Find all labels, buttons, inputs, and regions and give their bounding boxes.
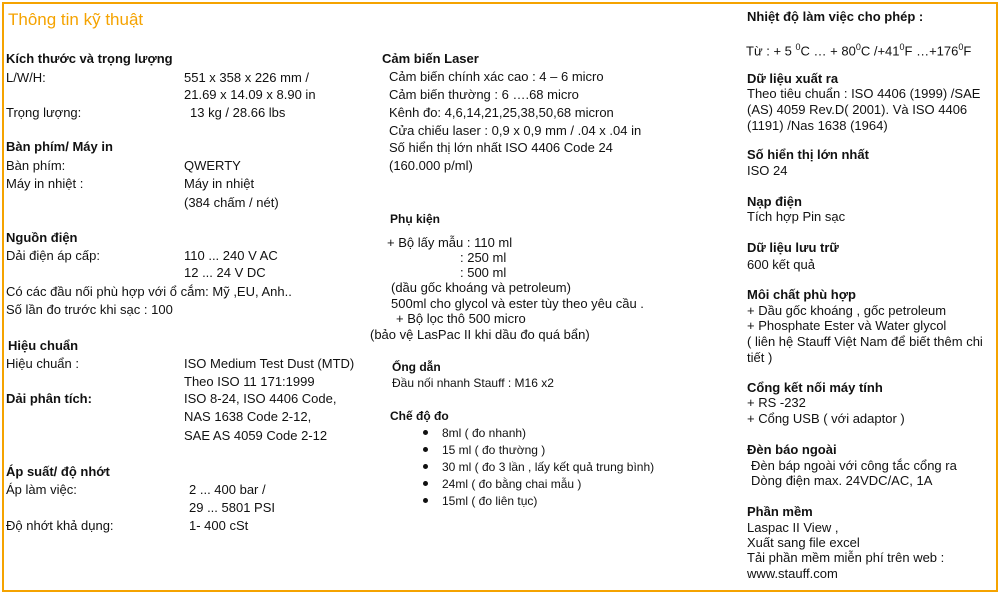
calibration-heading: Hiệu chuẩn (8, 338, 79, 353)
mode-item: 24ml ( đo bằng chai mẫu ) (423, 477, 581, 491)
viscosity-value: 1- 400 cSt (189, 518, 249, 533)
software-line-3: Tải phần mềm miễn phí trên web : (747, 550, 945, 565)
accessory-line-6: + Bộ lọc thô 500 micro (396, 311, 526, 326)
laser-line-2: Cảm biến thường : 6 ….68 micro (389, 87, 579, 102)
pressure-label: Áp làm việc: (6, 482, 77, 497)
weight-value: 13 kg / 28.66 lbs (190, 105, 286, 120)
software-heading: Phần mềm (747, 504, 813, 519)
page-title: Thông tin kỹ thuật (8, 10, 144, 29)
lamp-line-2: Dòng điện max. 24VDC/AC, 1A (751, 473, 933, 488)
software-line-1: Laspac II View , (747, 520, 839, 535)
pressure-value-1: 2 ... 400 bar / (189, 482, 266, 497)
hose-heading: Ống dẫn (392, 360, 441, 374)
analysis-label: Dải phân tích: (6, 391, 92, 406)
temp-heading: Nhiệt độ làm việc cho phép : (747, 9, 924, 24)
mode-heading: Chế độ đo (390, 409, 449, 423)
power-plug: Có các đầu nối phù hợp với ổ cắm: Mỹ ,EU, Anh.. (6, 284, 292, 299)
lwh-value-1: 551 x 358 x 226 mm / (184, 70, 310, 85)
max-value: ISO 24 (747, 163, 788, 178)
analysis-value-2: NAS 1638 Code 2-12, (184, 409, 312, 424)
pc-heading: Cổng kết nối máy tính (747, 380, 883, 395)
software-link[interactable]: www.stauff.com (747, 566, 838, 581)
laser-line-6: (160.000 p/ml) (389, 158, 473, 173)
bullet-icon (423, 430, 428, 435)
media-line-3: ( liên hệ Stauff Việt Nam để biết thêm chi tiết ) (747, 334, 983, 365)
media-heading: Môi chất phù hợp (747, 287, 856, 302)
output-value: Theo tiêu chuẩn : ISO 4406 (1999) /SAE (AS) 4059 Rev.D( 2001). Và ISO 4406 (1191) /Nas 1638 (1964) (747, 86, 981, 133)
accessories-heading: Phụ kiện (390, 212, 441, 226)
laser-line-1: Cảm biến chính xác cao : 4 – 6 micro (389, 69, 604, 84)
mode-item: 8ml ( đo nhanh) (423, 426, 526, 440)
software-line-2: Xuất sang file excel (747, 535, 860, 550)
keyboard-heading: Bàn phím/ Máy in (6, 139, 113, 154)
printer-value-1: Máy in nhiệt (184, 176, 255, 191)
calibration-value-2: Theo ISO 11 171:1999 (184, 374, 315, 389)
keyboard-value: QWERTY (184, 158, 241, 173)
pc-line-2: + Cổng USB ( với adaptor ) (747, 411, 905, 426)
laser-line-4: Cửa chiếu laser : 0,9 x 0,9 mm / .04 x .04 in (389, 123, 642, 138)
bullet-icon (423, 464, 428, 469)
lwh-value-2: 21.69 x 14.09 x 8.90 in (184, 87, 316, 102)
printer-label: Máy in nhiệt : (6, 176, 84, 191)
calibration-label: Hiệu chuẩn : (6, 356, 79, 371)
power-label: Dải điện áp cấp: (6, 248, 100, 263)
pressure-value-2: 29 ... 5801 PSI (189, 500, 276, 515)
media-line-2: + Phosphate Ester và Water glycol (747, 318, 947, 333)
output-heading: Dữ liệu xuất ra (747, 71, 839, 86)
weight-label: Trọng lượng: (6, 105, 82, 120)
accessory-line-4: (dầu gốc khoáng và petroleum) (391, 280, 571, 295)
laser-line-5: Số hiển thị lớn nhất ISO 4406 Code 24 (389, 140, 613, 155)
hose-line-1: Đầu nối nhanh Stauff : M16 x2 (392, 376, 554, 390)
analysis-value-3: SAE AS 4059 Code 2-12 (184, 428, 328, 443)
power-count: Số lần đo trước khi sạc : 100 (6, 302, 173, 317)
storage-heading: Dữ liệu lưu trữ (747, 240, 839, 255)
storage-value: 600 kết quả (747, 257, 815, 272)
printer-value-2: (384 chấm / nét) (184, 195, 279, 210)
lwh-label: L/W/H: (6, 70, 46, 85)
pressure-heading: Áp suất/ độ nhớt (6, 464, 110, 479)
mode-item: 15ml ( đo liên tục) (423, 494, 537, 508)
accessory-line-1: + Bộ lấy mẫu : 110 ml (387, 235, 513, 250)
analysis-value-1: ISO 8-24, ISO 4406 Code, (184, 391, 337, 406)
charge-heading: Nạp điện (747, 194, 802, 209)
calibration-value-1: ISO Medium Test Dust (MTD) (184, 356, 355, 371)
temp-range: Từ : + 5 $^0$C … + $80^0C$ $/+41^0F$ $\dots+176^0F$ (746, 42, 972, 59)
media-line-1: + Dầu gốc khoáng , gốc petroleum (747, 303, 947, 318)
accessory-line-7: (bảo vệ LasPac II khi dầu đo quá bẩn) (370, 327, 590, 342)
bullet-icon (423, 498, 428, 503)
lamp-heading: Đèn báo ngoài (747, 442, 837, 457)
mode-item: 30 ml ( đo 3 lần , lấy kết quả trung bình) (423, 460, 654, 474)
accessory-line-2: : 250 ml (460, 250, 507, 265)
lamp-line-1: Đèn báp ngoài với công tắc cổng ra (751, 458, 957, 473)
laser-heading: Cảm biến Laser (382, 51, 479, 66)
dims-heading: Kích thước và trọng lượng (6, 51, 173, 66)
accessory-line-5: 500ml cho glycol và ester tùy theo yêu cầu . (391, 296, 644, 311)
accessory-line-3: : 500 ml (460, 265, 507, 280)
bullet-icon (423, 447, 428, 452)
keyboard-label: Bàn phím: (6, 158, 66, 173)
mode-item: 15 ml ( đo thường ) (423, 443, 545, 457)
max-heading: Số hiển thị lớn nhất (747, 147, 869, 162)
charge-value: Tích hợp Pin sạc (747, 209, 846, 224)
bullet-icon (423, 481, 428, 486)
pc-line-1: + RS -232 (747, 395, 806, 410)
laser-line-3: Kênh đo: 4,6,14,21,25,38,50,68 micron (389, 105, 614, 120)
power-value-1: 110 ... 240 V AC (184, 248, 278, 263)
power-value-2: 12 ... 24 V DC (184, 265, 266, 280)
viscosity-label: Độ nhớt khả dụng: (6, 518, 114, 533)
power-heading: Nguồn điện (6, 230, 78, 245)
